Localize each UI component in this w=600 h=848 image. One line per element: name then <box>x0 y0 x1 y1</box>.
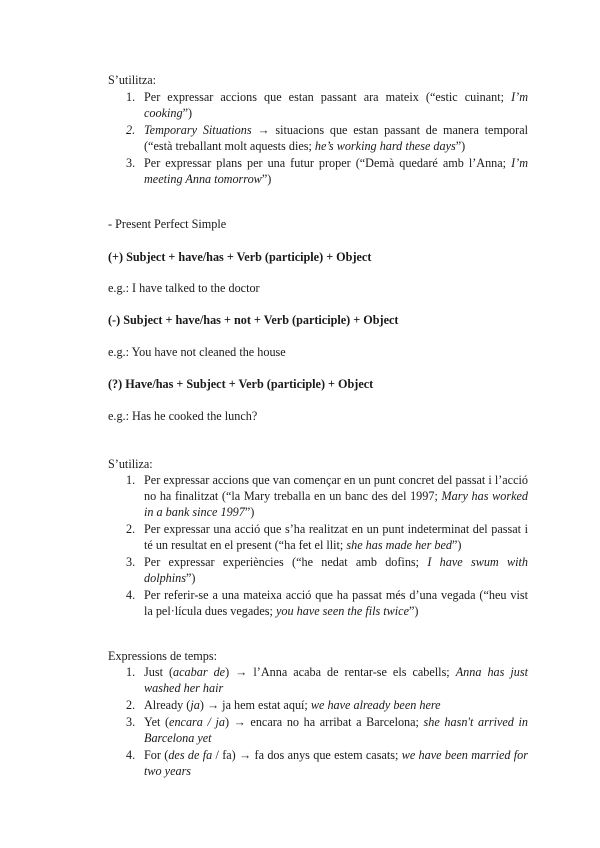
example-negative: e.g.: You have not cleaned the house <box>108 345 286 359</box>
item-word: Already ( <box>144 698 191 712</box>
item-example: we have already been here <box>310 698 441 712</box>
item-number: 1. <box>126 665 136 679</box>
list-item <box>108 521 528 553</box>
list-item <box>108 89 528 121</box>
item-lead: Temporary Situations <box>144 123 252 137</box>
item-text: / fa) → fa dos anys que estem casats; <box>212 748 402 762</box>
item-text: Per expressar plans per una futur proper (“Demà quedaré amb l’Anna; <box>144 156 512 170</box>
formula-question: (?) Have/has + Subject + Verb (participle) + Object <box>108 377 374 391</box>
item-end: ”) <box>185 571 196 585</box>
item-example: Anna has just washed her hair <box>144 665 529 695</box>
item-example: I have swum with dolphins <box>144 555 528 585</box>
item-end: ”) <box>451 538 462 552</box>
example-question: e.g.: Has he cooked the lunch? <box>108 409 258 423</box>
item-text: ) → encara no ha arribat a Barcelona; <box>224 715 424 729</box>
item-end: ”) <box>244 505 255 519</box>
item-text: Per expressar una acció que s’ha realitzat en un punt indeterminat del passat i té un resultat en el present (“ha fet el llit; <box>144 522 528 552</box>
time-expressions-list <box>108 664 528 780</box>
formula-negative: (-) Subject + have/has + not + Verb (participle) + Object <box>108 313 399 327</box>
list-item <box>108 587 528 619</box>
item-end: ”) <box>182 106 193 120</box>
item-example: I’m cooking <box>144 90 528 120</box>
section-title: - Present Perfect Simple <box>108 217 227 231</box>
item-text: ) → l’Anna acaba de rentar-se els cabells; <box>225 665 456 679</box>
uses-heading-2: S’utiliza: <box>108 457 153 471</box>
item-text: Per referir-se a una mateixa acció que ha passat més d’una vegada (“heu vist la pel·lícula dues vegades; <box>144 588 528 618</box>
item-text: ) → ja hem estat aquí; <box>199 698 311 712</box>
item-translation: ja <box>190 698 200 712</box>
list-item <box>108 122 528 154</box>
item-number: 2. <box>126 522 136 536</box>
time-expressions-heading: Expressions de temps: <box>108 649 217 663</box>
item-word: Just ( <box>144 665 174 679</box>
item-text: Per expressar accions que van començar en un punt concret del passat i l’acció no ha finalitzat (“la Mary treballa en un banc des del 1997; <box>144 473 528 503</box>
item-example: she hasn't arrived in Barcelona yet <box>144 715 528 745</box>
list-item <box>108 697 528 713</box>
item-end: ”) <box>455 139 466 153</box>
item-end: ”) <box>409 604 419 618</box>
uses-heading-1: S’utilitza: <box>108 73 157 87</box>
list-item <box>108 472 528 520</box>
item-number: 2. <box>126 698 136 712</box>
item-text: Per expressar accions que estan passant ara mateix (“estic cuinant; <box>144 90 512 104</box>
item-number: 3. <box>126 156 136 170</box>
item-text: Per expressar experiències (“he nedat amb dofins; <box>144 555 428 569</box>
item-end: ”) <box>261 172 272 186</box>
item-example: she has made her bed <box>346 538 452 552</box>
list-item <box>108 554 528 586</box>
list-item <box>108 714 528 746</box>
list-item <box>108 747 528 779</box>
list-item <box>108 155 528 187</box>
item-example: I’m meeting Anna tomorrow <box>144 156 528 186</box>
item-number: 4. <box>126 748 136 762</box>
uses-list-1 <box>108 89 528 188</box>
list-item <box>108 664 528 696</box>
item-number: 3. <box>126 555 136 569</box>
formula-positive: (+) Subject + have/has + Verb (participle) + Object <box>108 250 372 264</box>
item-translation: des de fa <box>168 748 213 762</box>
item-number: 2. <box>126 123 136 137</box>
item-number: 1. <box>126 473 136 487</box>
item-example: he’s working hard these days <box>314 139 456 153</box>
item-word: For ( <box>144 748 169 762</box>
item-translation: encara / ja <box>169 715 225 729</box>
item-translation: acabar de <box>173 665 226 679</box>
uses-list-2 <box>108 472 528 620</box>
item-number: 3. <box>126 715 136 729</box>
example-positive: e.g.: I have talked to the doctor <box>108 281 260 295</box>
item-number: 1. <box>126 90 136 104</box>
item-example: Mary has worked in a bank since 1997 <box>144 489 528 519</box>
item-example: you have seen the fils twice <box>275 604 409 618</box>
item-number: 4. <box>126 588 136 602</box>
item-text: → situacions que estan passant de manera temporal (“està treballant molt aquests dies; <box>144 123 528 153</box>
item-example: we have been married for two years <box>144 748 529 778</box>
item-word: Yet ( <box>144 715 170 729</box>
